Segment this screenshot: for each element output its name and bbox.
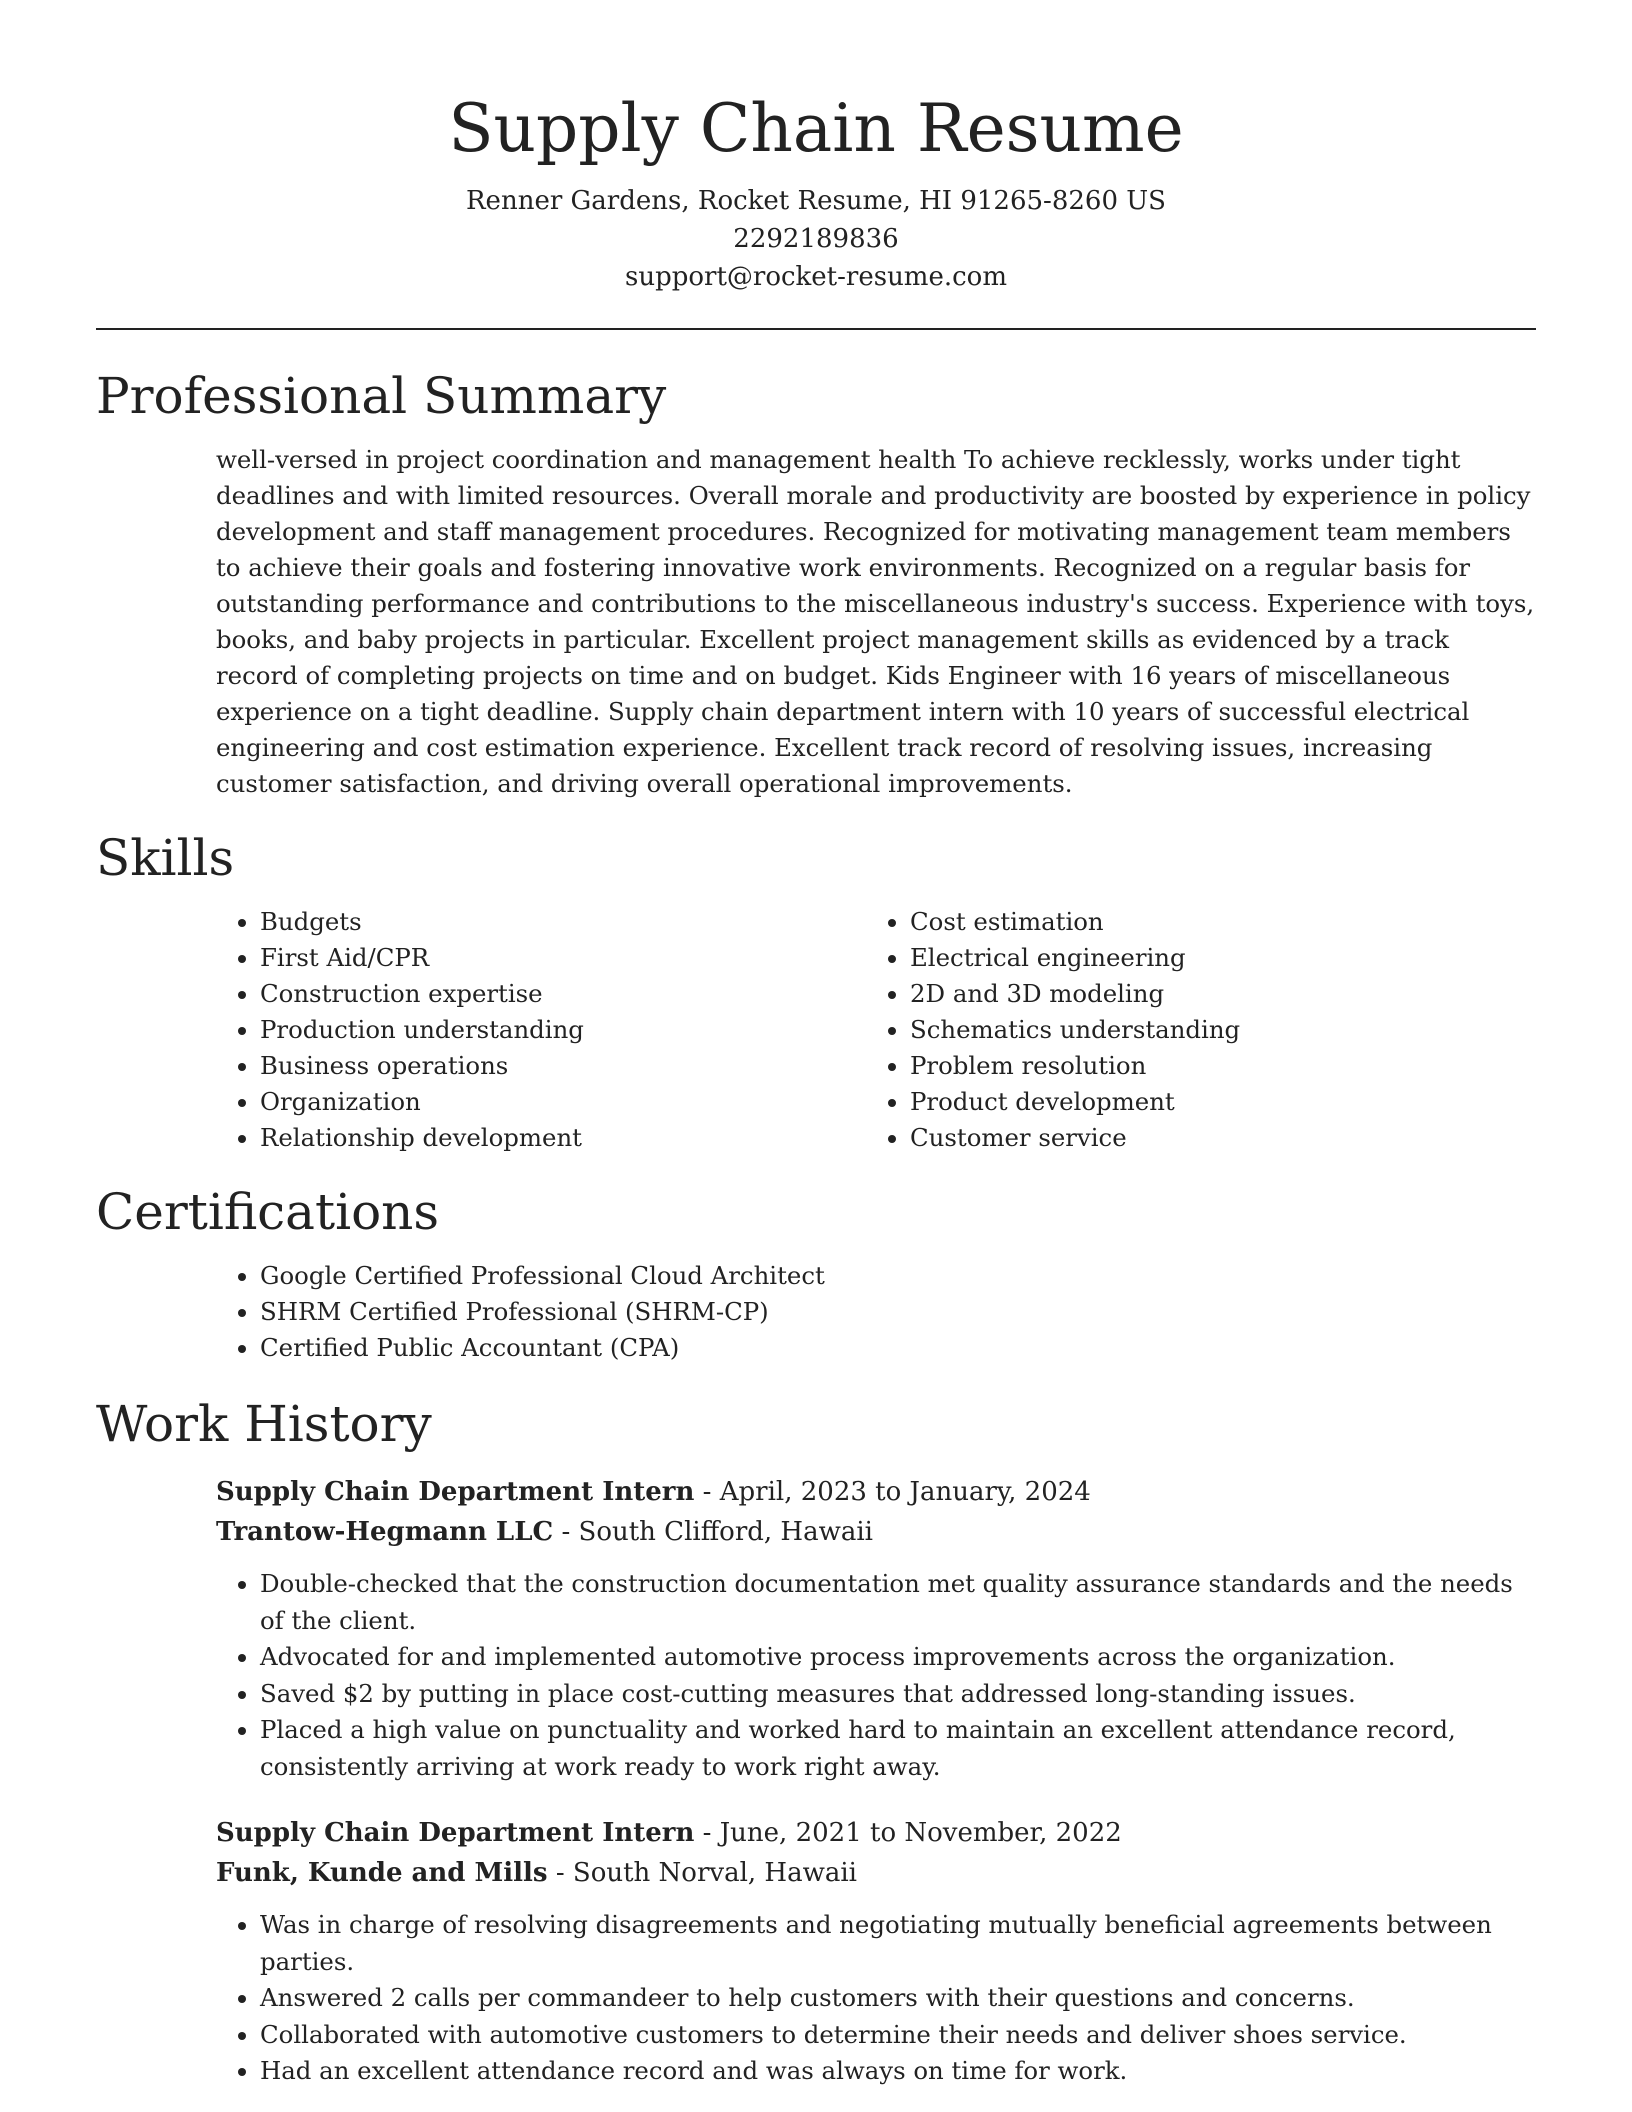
job-dates: - June, 2021 to November, 2022 <box>694 1818 1122 1848</box>
job-bullet-list <box>216 1566 1536 1785</box>
skill-item: • Cost estimation <box>910 904 1516 940</box>
job-title-line <box>216 1472 1536 1512</box>
skill-item: • Construction expertise <box>260 976 866 1012</box>
job-company-line <box>216 1512 1536 1552</box>
job-bullet: • Advocated for and implemented automotive process improvements across the organization. <box>260 1639 1536 1676</box>
skills-column-right <box>866 904 1516 1156</box>
skill-item: • Organization <box>260 1084 866 1120</box>
skill-item: • Customer service <box>910 1120 1516 1156</box>
resume-title: Supply Chain Resume <box>448 90 1184 167</box>
job-entry <box>216 1472 1536 1785</box>
summary-heading: Professional Summary <box>96 367 667 425</box>
contact-email: support@rocket-resume.com <box>624 262 1007 292</box>
certification-item: • Google Certified Professional Cloud Architect <box>260 1258 1536 1294</box>
job-company-line <box>216 1853 1536 1893</box>
job-company: Trantow-Hegmann LLC <box>216 1517 554 1547</box>
skills-heading: Skills <box>96 829 235 887</box>
skill-item: • Electrical engineering <box>910 940 1516 976</box>
skills-grid <box>216 904 1536 1156</box>
certification-item: • Certified Public Accountant (CPA) <box>260 1330 1536 1366</box>
certifications-bullets <box>216 1258 1536 1366</box>
job-bullet-list <box>216 1907 1536 2090</box>
job-bullets <box>216 1907 1536 2090</box>
skill-item: • Production understanding <box>260 1012 866 1048</box>
skill-item: • Budgets <box>260 904 866 940</box>
job-role: Supply Chain Department Intern <box>216 1818 695 1848</box>
skill-item: • Business operations <box>260 1048 866 1084</box>
summary-text: well-versed in project coordination and management health To achieve recklessly, works under tight deadlines and with limited resources. Overall morale and productivity are boosted by experience in policy development and staff management procedures. Recognized for motivating management team members to achieve their goals and fostering innovative work environments. Recognized on a regular basis for outstanding performance and contributions to the miscellaneous industry's success. Experience with toys, books, and baby projects in particular. Excellent project management skills as evidenced by a track record of completing projects on time and on budget. Kids Engineer with 16 years of miscellaneous experience on a tight deadline. Supply chain department intern with 10 years of successful electrical engineering and cost estimation experience. Excellent track record of resolving issues, increasing customer satisfaction, and driving overall operational improvements. <box>216 445 1535 798</box>
job-bullet: • Saved $2 by putting in place cost-cutting measures that addressed long-standing issues. <box>260 1676 1536 1713</box>
skills-column-left <box>216 904 866 1156</box>
job-role: Supply Chain Department Intern <box>216 1477 695 1507</box>
job-bullet: • Placed a high value on punctuality and worked hard to maintain an excellent attendance record, consistently arriving at work ready to work right away. <box>260 1712 1536 1785</box>
job-location: - South Norval, Hawaii <box>547 1858 857 1888</box>
skill-item: • 2D and 3D modeling <box>910 976 1516 1012</box>
job-company: Funk, Kunde and Mills <box>216 1858 548 1888</box>
job-title-line <box>216 1813 1536 1853</box>
certifications-heading: Certifications <box>96 1183 440 1241</box>
job-location: - South Clifford, Hawaii <box>553 1517 873 1547</box>
job-bullets <box>216 1566 1536 1785</box>
job-bullet: • Answered 2 calls per commandeer to help customers with their questions and concerns. <box>260 1980 1536 2017</box>
contact-address: Renner Gardens, Rocket Resume, HI 91265-8260 US <box>465 186 1166 216</box>
job-bullet: • Double-checked that the construction documentation met quality assurance standards and the needs of the client. <box>260 1566 1536 1639</box>
job-bullet: • Had an excellent attendance record and was always on time for work. <box>260 2053 1536 2090</box>
skill-item: • Schematics understanding <box>910 1012 1516 1048</box>
header-divider <box>96 328 1536 330</box>
certifications-list <box>216 1258 1536 1366</box>
skill-item: • Problem resolution <box>910 1048 1516 1084</box>
contact-phone: 2292189836 <box>733 224 899 254</box>
skill-item: • First Aid/CPR <box>260 940 866 976</box>
skill-item: • Product development <box>910 1084 1516 1120</box>
job-bullet: • Collaborated with automotive customers to determine their needs and deliver shoes service. <box>260 2017 1536 2054</box>
skills-list-right <box>866 904 1516 1156</box>
resume-header <box>96 0 1536 296</box>
skill-item: • Relationship development <box>260 1120 866 1156</box>
job-bullet: • Was in charge of resolving disagreements and negotiating mutually beneficial agreements between parties. <box>260 1907 1536 1980</box>
skills-list-left <box>216 904 866 1156</box>
job-entry <box>216 1813 1536 2090</box>
job-dates: - April, 2023 to January, 2024 <box>694 1477 1091 1507</box>
work-history-heading: Work History <box>96 1395 432 1453</box>
certification-item: • SHRM Certified Professional (SHRM-CP) <box>260 1294 1536 1330</box>
